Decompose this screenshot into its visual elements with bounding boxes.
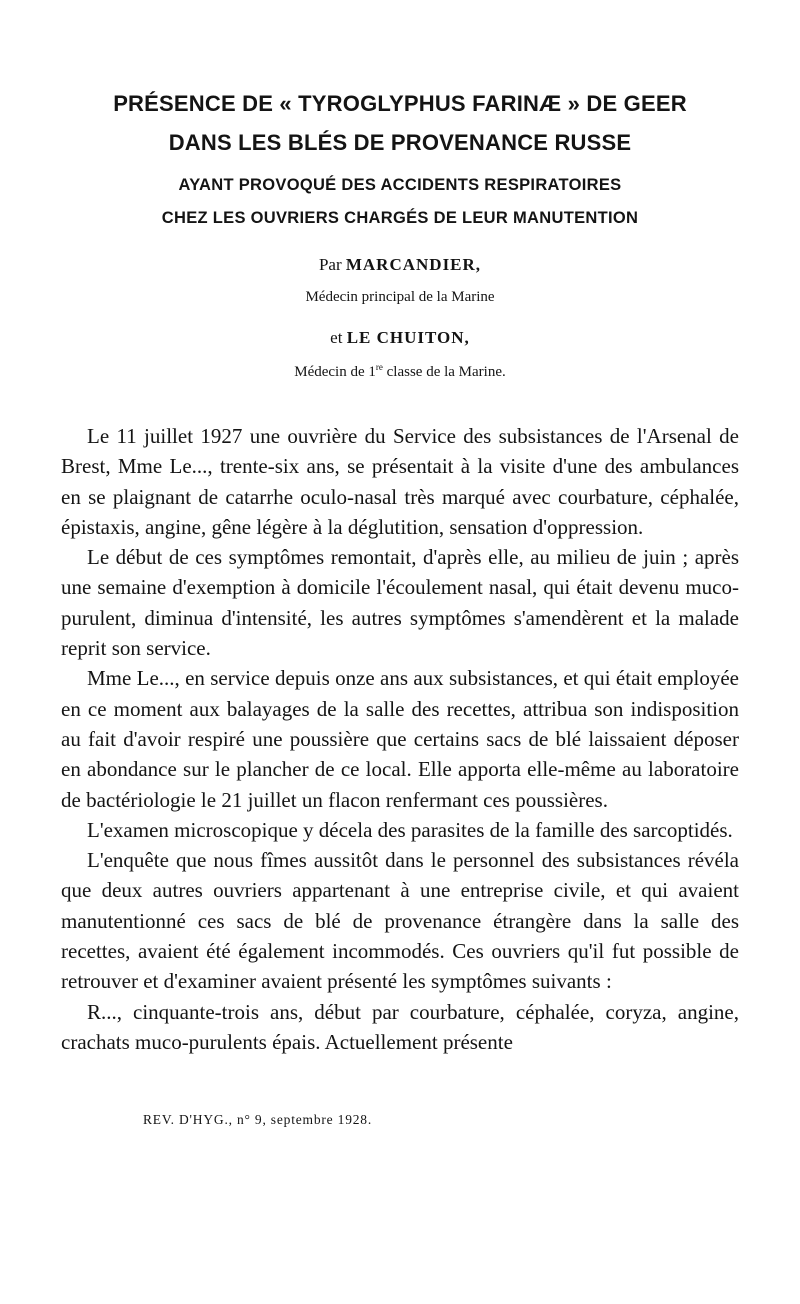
author-2-role-text: Médecin de 1 xyxy=(294,364,376,380)
journal-footer xyxy=(143,1112,372,1128)
paragraph-4: L'examen microscopique y décela des parasites de la famille des sarcoptidés. xyxy=(87,817,733,842)
author-2-role-tail: classe de la Marine. xyxy=(382,364,506,380)
author-2-role-sup: re xyxy=(375,362,383,372)
title-line-1: PRÉSENCE DE « TYROGLYPHUS FARINÆ » DE GEER xyxy=(113,91,687,116)
author-line-2 xyxy=(60,328,740,348)
by-label: Par xyxy=(318,255,342,274)
journal-name: REV. D'HYG. xyxy=(143,1112,229,1127)
author-2-role xyxy=(60,364,740,381)
paragraph-2: Le début de ces symptômes remontait, d'après elle, au milieu de juin ; après une semaine d'exemption à domicile l'écoulement nasal, qui était devenu muco-purulent, diminua d'intensité, les autres symptômes s'amendèrent et la malade reprit son service. xyxy=(61,545,739,661)
and-label: et xyxy=(330,328,343,347)
journal-issue: , n° 9, septembre 1928. xyxy=(228,1112,373,1127)
paragraph-1: Le 11 juillet 1927 une ouvrière du Service des subsistances de l'Arsenal de Brest, Mme Le..., trente-six ans, se présentait à la visite d'une des ambulances en se plaignant de catarrhe oculo-nasal très marqué avec courbature, céphalée, épistaxis, angine, gêne légère à la déglutition, sensation d'oppression. xyxy=(61,424,739,539)
paragraph-5: L'enquête que nous fîmes aussitôt dans le personnel des subsistances révéla que deux autres ouvriers appartenant à une entreprise civile, et qui avaient manutentionné ces sacs de blé de provenance étrangère dans la salle des recettes, avaient été également incommodés. Ces ouvriers qu'il fut possible de retrouver et d'examiner avaient présenté les symptômes suivants : xyxy=(61,848,739,994)
article-body xyxy=(61,421,739,1057)
author-1-role: Médecin principal de la Marine xyxy=(305,289,495,305)
paragraph-3: Mme Le..., en service depuis onze ans aux subsistances, et qui était employée en ce moment aux balayages de la salle des recettes, attribua son indisposition au fait d'avoir respiré une poussière que certains sacs de blé laissaient déposer en abondance sur le plancher de ce local. Elle apporta elle-même au laboratoire de bactériologie le 21 juillet un flacon renfermant ces poussières. xyxy=(61,666,739,812)
paragraph-6: R..., cinquante-trois ans, début par courbature, céphalée, coryza, angine, crachats muco-purulents épais. Actuellement présente xyxy=(61,999,739,1054)
subtitle-line-1: AYANT PROVOQUÉ DES ACCIDENTS RESPIRATOIRES xyxy=(178,176,622,194)
subtitle-line-2: CHEZ LES OUVRIERS CHARGÉS DE LEUR MANUTENTION xyxy=(161,209,639,227)
author-2-name: LE CHUITON, xyxy=(346,328,470,347)
author-line-1 xyxy=(60,255,740,275)
title-line-2: DANS LES BLÉS DE PROVENANCE RUSSE xyxy=(168,130,632,155)
author-1-name: MARCANDIER, xyxy=(345,255,482,274)
